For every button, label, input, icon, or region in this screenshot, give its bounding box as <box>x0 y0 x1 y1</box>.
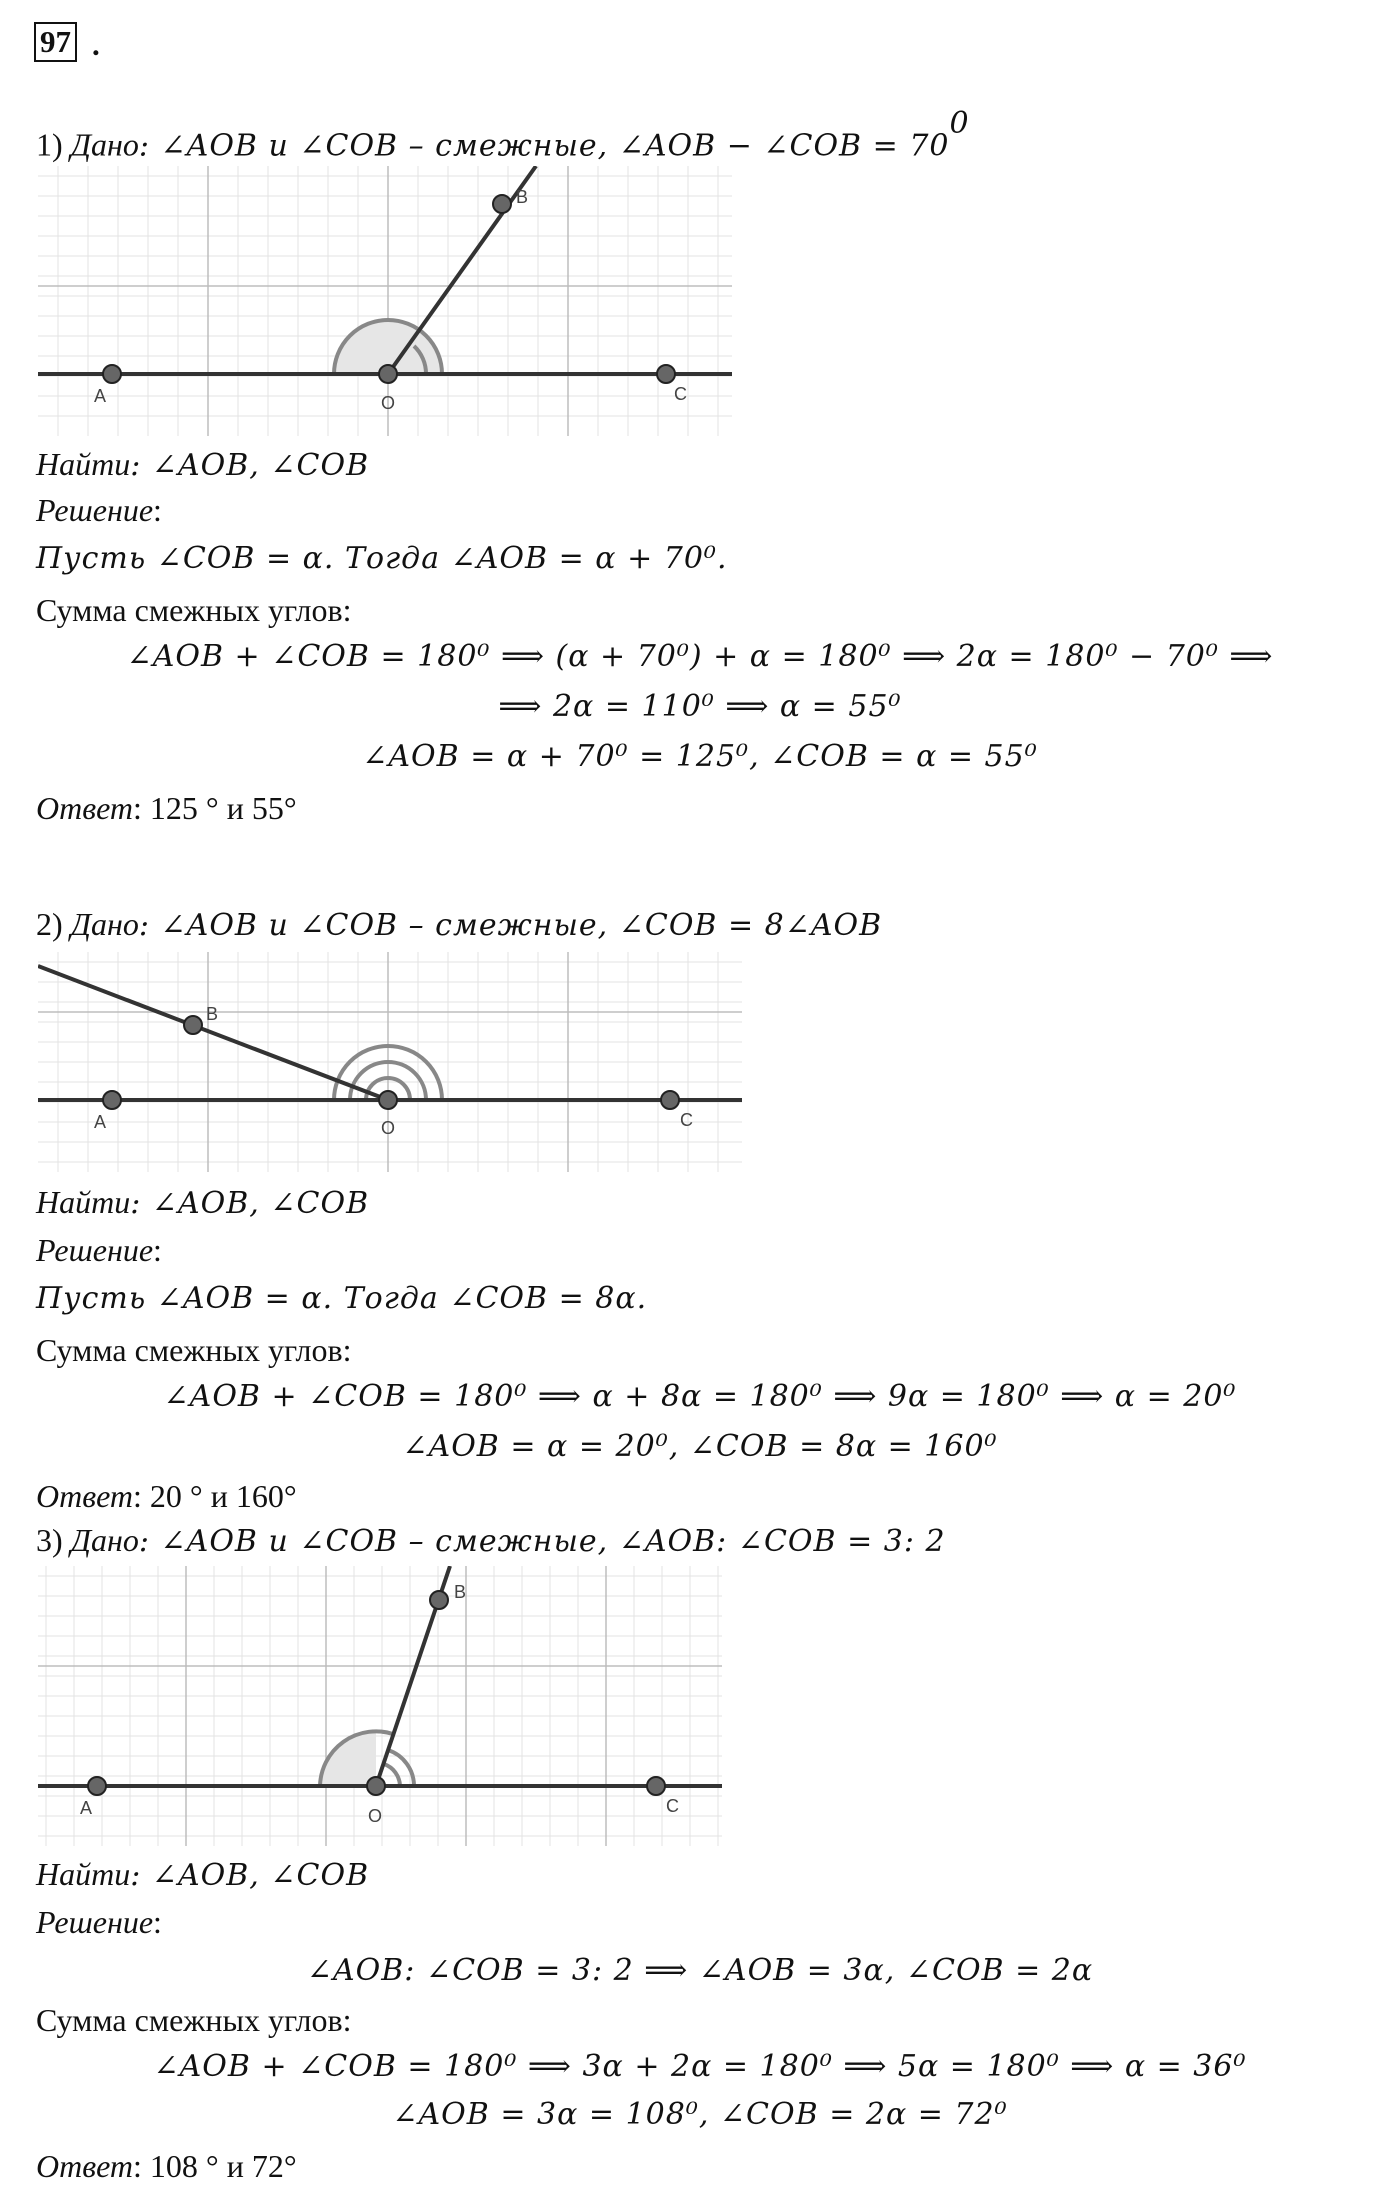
label-c: C <box>674 384 687 404</box>
label-o: O <box>368 1806 383 1826</box>
part2-line-2: Сумма смежных углов: <box>36 1332 352 1368</box>
part1-figure <box>38 166 732 436</box>
label-a: A <box>94 1112 107 1132</box>
given-label: Дано <box>70 126 139 163</box>
part3-line-1: ∠AOB: ∠COB = 3: 2 ⟹ ∠AOB = 3α, ∠COB = 2α <box>306 1953 1094 1988</box>
label-o: O <box>381 1118 396 1138</box>
part1-line-1: Пусть ∠COB = α. Тогда ∠AOB = α + 70⁰. <box>36 541 728 576</box>
problem-number-dot: . <box>92 27 100 62</box>
label-o: O <box>381 393 396 413</box>
part2-line-4: ∠AOB = α = 20⁰, ∠COB = 8α = 160⁰ <box>402 1429 998 1464</box>
label-a: A <box>80 1798 93 1818</box>
part2-find: Найти: ∠AOB, ∠COB <box>36 1184 370 1221</box>
part3-line-4: ∠AOB = 3α = 108⁰, ∠COB = 2α = 72⁰ <box>392 2097 1008 2132</box>
ray-ob <box>38 966 388 1100</box>
part3-find: Найти: ∠AOB, ∠COB <box>36 1856 370 1893</box>
point-o <box>379 365 397 383</box>
point-a <box>103 365 121 383</box>
part1-find: Найти: ∠AOB, ∠COB <box>36 446 370 483</box>
ray-ob <box>388 166 536 374</box>
label-b: B <box>206 1004 219 1024</box>
label-a: A <box>94 386 107 406</box>
angle-arc-cob-inner <box>384 1764 400 1786</box>
label-b: B <box>454 1582 467 1602</box>
part3-line-3: ∠AOB + ∠COB = 180⁰ ⟹ 3α + 2α = 180⁰ ⟹ 5α = 180⁰ ⟹ α = 36⁰ <box>153 2049 1247 2084</box>
point-b <box>184 1016 202 1034</box>
part3-figure <box>38 1566 722 1846</box>
part2-figure <box>38 952 742 1172</box>
problem-number: 97 <box>34 22 77 62</box>
point-o <box>379 1091 397 1109</box>
point-c <box>661 1091 679 1109</box>
part2-given: 2) Дано: ∠AOB и ∠COB – смежные, ∠COB = 8∠AOB <box>36 906 883 943</box>
point-a <box>103 1091 121 1109</box>
point-o <box>367 1777 385 1795</box>
part1-line-3: ∠AOB + ∠COB = 180⁰ ⟹ (α + 70⁰) + α = 180⁰ ⟹ 2α = 180⁰ − 70⁰ ⟹ <box>126 639 1274 674</box>
point-c <box>657 365 675 383</box>
point-b <box>493 195 511 213</box>
part2-line-1: Пусть ∠AOB = α. Тогда ∠COB = 8α. <box>36 1281 648 1316</box>
part2-line-3: ∠AOB + ∠COB = 180⁰ ⟹ α + 8α = 180⁰ ⟹ 9α = 180⁰ ⟹ α = 20⁰ <box>163 1379 1237 1414</box>
point-b <box>430 1591 448 1609</box>
part3-solution-label: Решение: <box>36 1904 162 1940</box>
part1-answer: Ответ: 125 ° и 55° <box>36 790 297 826</box>
part3-line-2: Сумма смежных углов: <box>36 2002 352 2038</box>
part1-line-5: ∠AOB = α + 70⁰ = 125⁰, ∠COB = α = 55⁰ <box>362 739 1038 774</box>
part1-given: 1) Дано: ∠AOB и ∠COB – смежные, ∠AOB − ∠COB = $70^0$ <box>36 106 970 164</box>
point-c <box>647 1777 665 1795</box>
part1-line-2: Сумма смежных углов: <box>36 592 352 628</box>
part1-line-4: ⟹ 2α = 110⁰ ⟹ α = 55⁰ <box>498 689 902 724</box>
point-a <box>88 1777 106 1795</box>
part3-given: 3) Дано: ∠AOB и ∠COB – смежные, ∠AOB: ∠COB = 3: 2 <box>36 1522 946 1559</box>
part2-answer: Ответ: 20 ° и 160° <box>36 1478 297 1514</box>
label-b: B <box>516 187 529 207</box>
part2-solution-label: Решение: <box>36 1232 162 1268</box>
part3-answer: Ответ: 108 ° и 72° <box>36 2148 297 2184</box>
part1-solution-label: Решение: <box>36 492 162 528</box>
label-c: C <box>666 1796 679 1816</box>
label-c: C <box>680 1110 693 1130</box>
